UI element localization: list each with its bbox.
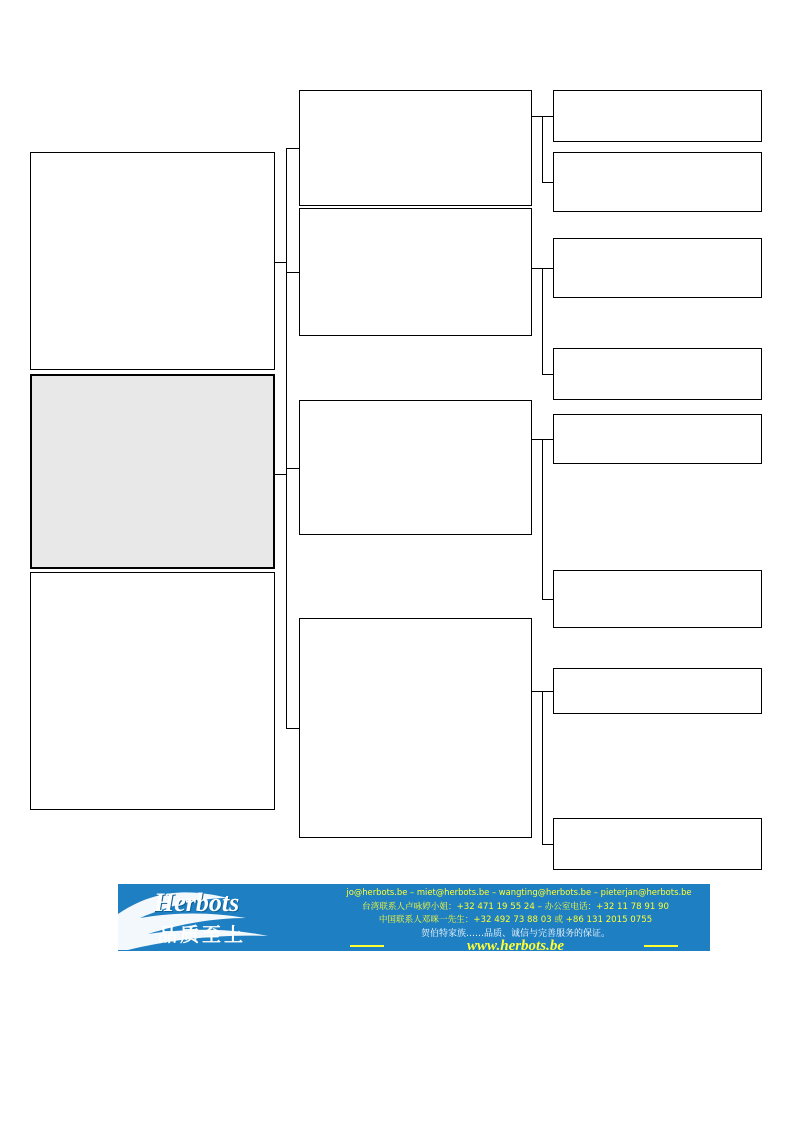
connector-sire bbox=[275, 474, 286, 475]
connector-gen2-1 bbox=[286, 148, 299, 149]
connector-gen3b-vertical bbox=[542, 268, 543, 374]
connector-gen3-4 bbox=[542, 374, 553, 375]
pedigree-box-dam bbox=[30, 572, 275, 810]
pedigree-box-gen3-3 bbox=[553, 238, 762, 298]
pedigree-box-gen2-4 bbox=[299, 618, 532, 838]
pedigree-box-gen3-8 bbox=[553, 818, 762, 870]
contact-phone-taiwan: 台湾联系人卢咏婷小姐：+32 471 19 55 24 – 办公室电话：+32 11 78 91 90 bbox=[362, 902, 669, 912]
connector-gen3-2 bbox=[542, 182, 553, 183]
connector-gen3-3 bbox=[532, 268, 553, 269]
connector-gen2a-vertical bbox=[286, 148, 287, 274]
pedigree-box-gen3-1 bbox=[553, 90, 762, 142]
pedigree-box-sire bbox=[30, 374, 275, 569]
connector-gen2-3 bbox=[286, 468, 299, 469]
connector-gen3d-vertical bbox=[542, 691, 543, 844]
website-link[interactable]: www.herbots.be bbox=[467, 938, 564, 951]
dash-left-decoration bbox=[350, 945, 384, 947]
dash-right-decoration bbox=[644, 945, 678, 947]
herbots-wordmark: Herbots bbox=[154, 888, 240, 917]
connector-gen3-1 bbox=[532, 116, 553, 117]
pedigree-box-subject bbox=[30, 152, 275, 370]
connector-gen2-2 bbox=[286, 272, 299, 273]
banner-slogan: 贺伯特家族……品质、诚信与完善服务的保证。 bbox=[420, 929, 610, 939]
pedigree-box-gen3-2 bbox=[553, 152, 762, 212]
connector-gen3-5 bbox=[532, 439, 553, 440]
connector-gen3c-vertical bbox=[542, 439, 543, 599]
herbots-banner bbox=[118, 884, 710, 951]
pedigree-box-gen3-4 bbox=[553, 348, 762, 400]
contact-emails[interactable]: jo@herbots.be – miet@herbots.be – wangting@herbots.be – pieterjan@herbots.be bbox=[346, 887, 692, 897]
pedigree-box-gen3-6 bbox=[553, 570, 762, 628]
connector-gen3-8 bbox=[542, 844, 553, 845]
connector-gen2-4 bbox=[286, 728, 299, 729]
pedigree-box-gen2-1 bbox=[299, 90, 532, 206]
herbots-chinese-slogan: 品质至上 bbox=[158, 924, 247, 946]
pedigree-box-gen2-3 bbox=[299, 400, 532, 535]
connector-gen2b-vertical bbox=[286, 468, 287, 728]
pedigree-box-gen3-5 bbox=[553, 414, 762, 464]
contact-phone-china: 中国联系人邓咪一先生：+32 492 73 88 03 或 +86 131 2015 0755 bbox=[378, 915, 653, 925]
connector-gen3-6 bbox=[542, 599, 553, 600]
connector-gen3a-vertical bbox=[542, 116, 543, 182]
connector-gen3-7 bbox=[532, 691, 553, 692]
connector-subject-top bbox=[275, 262, 286, 263]
connector-subject-vertical bbox=[286, 262, 287, 474]
pedigree-box-gen3-7 bbox=[553, 668, 762, 714]
pedigree-box-gen2-2 bbox=[299, 208, 532, 336]
